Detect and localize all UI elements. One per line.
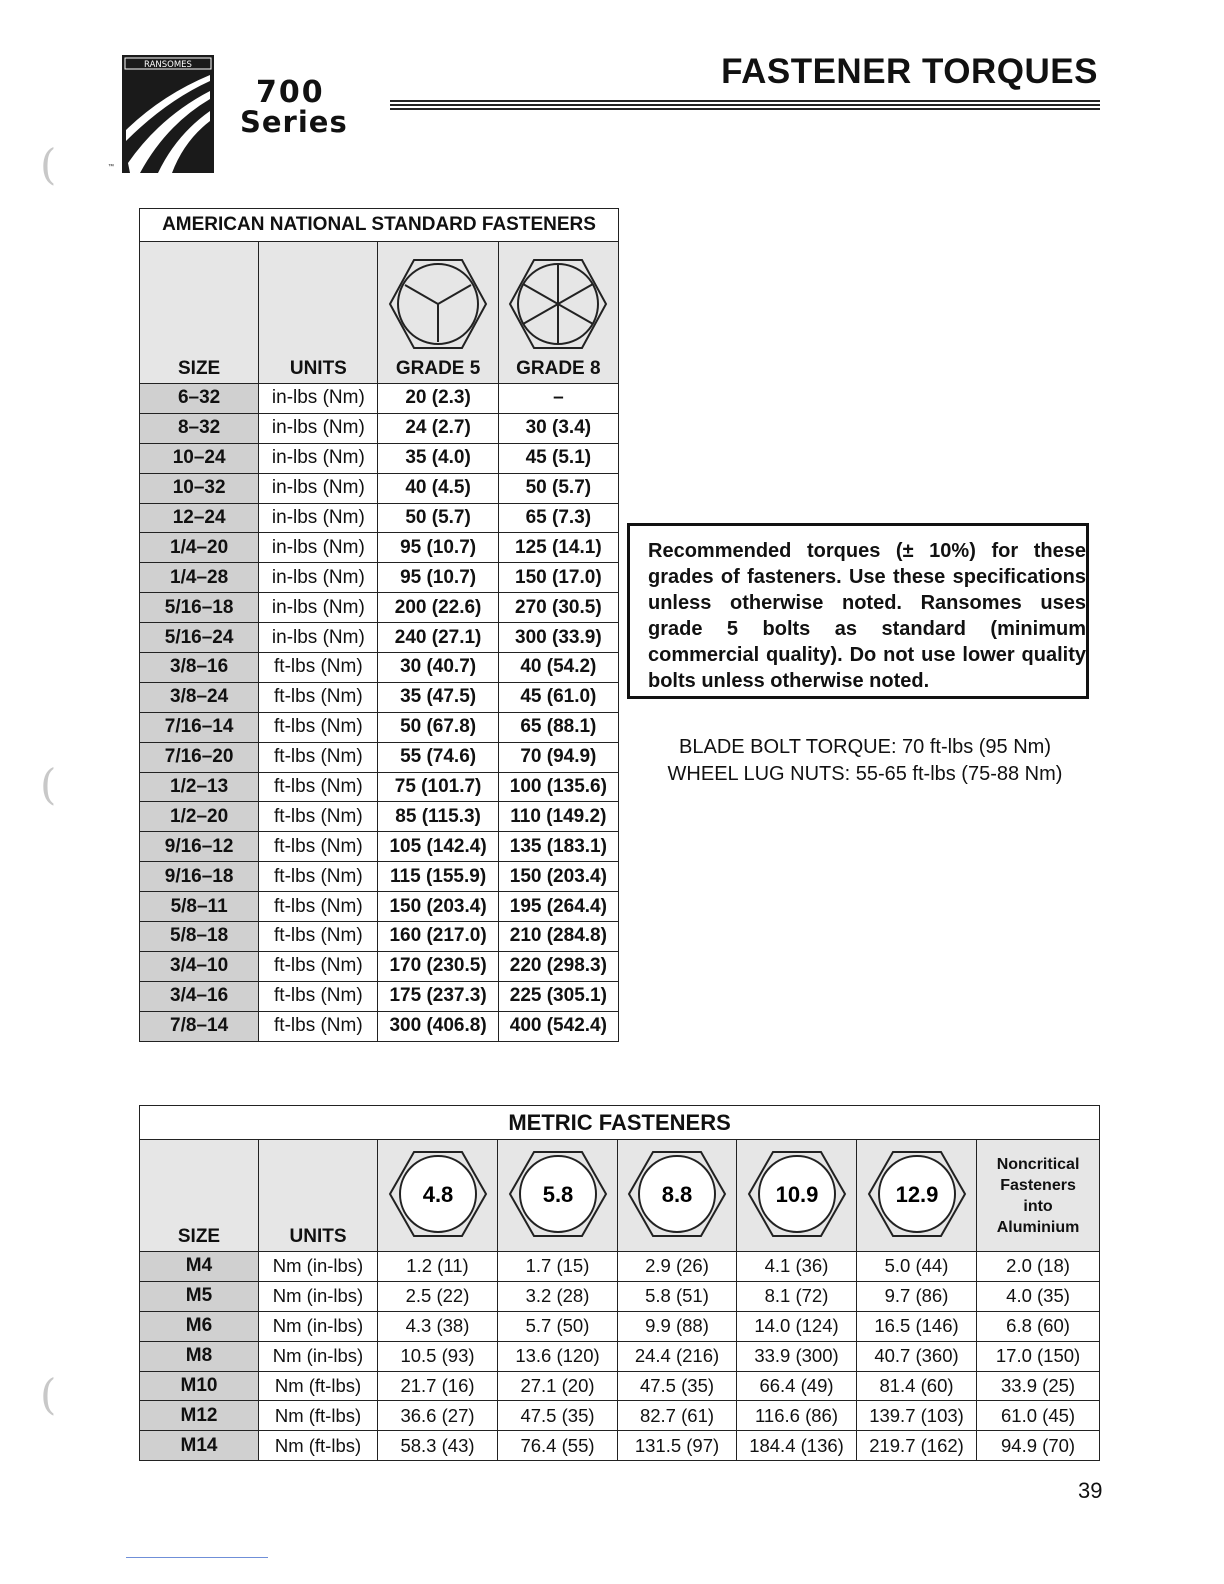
grade8-cell: 50 (5.7) <box>498 473 618 503</box>
size-cell: 10–24 <box>140 443 259 473</box>
grade5-cell: 30 (40.7) <box>378 653 498 683</box>
table-row <box>140 981 619 1011</box>
table-row <box>140 802 619 832</box>
units-cell: in-lbs (Nm) <box>259 413 378 443</box>
grade5-cell: 24 (2.7) <box>378 413 498 443</box>
units-cell: ft-lbs (Nm) <box>259 922 378 952</box>
grade8-cell: 125 (14.1) <box>498 533 618 563</box>
size-cell: M8 <box>140 1341 259 1371</box>
size-cell: 5/8–18 <box>140 922 259 952</box>
table-row <box>140 922 619 952</box>
torque-cell: 6.8 (60) <box>977 1311 1100 1341</box>
blade-bolt-torque: BLADE BOLT TORQUE: 70 ft-lbs (95 Nm) <box>679 736 1051 758</box>
grade8-cell: 400 (542.4) <box>498 1011 618 1041</box>
noncritical-line: Noncritical <box>996 1155 1080 1173</box>
grade5-cell: 40 (4.5) <box>378 473 498 503</box>
grade5-cell: 95 (10.7) <box>378 563 498 593</box>
units-cell: Nm (ft-lbs) <box>259 1371 378 1401</box>
torque-cell: 17.0 (150) <box>977 1341 1100 1371</box>
table-row <box>140 503 619 533</box>
table-row <box>140 443 619 473</box>
units-cell: in-lbs (Nm) <box>259 384 378 414</box>
torque-cell: 40.7 (360) <box>857 1341 977 1371</box>
torque-cell: 13.6 (120) <box>498 1341 618 1371</box>
size-cell: 7/8–14 <box>140 1011 259 1041</box>
grade8-cell: 300 (33.9) <box>498 623 618 653</box>
torque-cell: 33.9 (25) <box>977 1371 1100 1401</box>
ransomes-logo <box>122 55 214 173</box>
torque-cell: 4.0 (35) <box>977 1281 1100 1311</box>
grade5-cell: 50 (5.7) <box>378 503 498 533</box>
table-row <box>140 712 619 742</box>
metric-units-header: UNITS <box>259 1140 378 1252</box>
grade5-header <box>378 242 498 384</box>
wheel-lug-nuts: WHEEL LUG NUTS: 55-65 ft-lbs (75-88 Nm) <box>667 763 1063 785</box>
units-cell: in-lbs (Nm) <box>259 443 378 473</box>
grade5-cell: 105 (142.4) <box>378 832 498 862</box>
units-cell: in-lbs (Nm) <box>259 473 378 503</box>
grade8-cell: 110 (149.2) <box>498 802 618 832</box>
size-cell: 7/16–20 <box>140 742 259 772</box>
torque-cell: 81.4 (60) <box>857 1371 977 1401</box>
grade8-cell: 45 (61.0) <box>498 682 618 712</box>
size-cell: M14 <box>140 1431 259 1461</box>
grade5-cell: 160 (217.0) <box>378 922 498 952</box>
torque-cell: 139.7 (103) <box>857 1401 977 1431</box>
torque-cell: 66.4 (49) <box>737 1371 857 1401</box>
units-cell: ft-lbs (Nm) <box>259 892 378 922</box>
units-cell: ft-lbs (Nm) <box>259 1011 378 1041</box>
torque-cell: 61.0 (45) <box>977 1401 1100 1431</box>
grade5-cell: 175 (237.3) <box>378 981 498 1011</box>
torque-cell: 1.2 (11) <box>378 1252 498 1282</box>
footer-line <box>126 1557 268 1558</box>
american-fasteners-table <box>139 208 619 1042</box>
grade8-cell: 135 (183.1) <box>498 832 618 862</box>
table-row <box>140 951 619 981</box>
grade8-cell: 210 (284.8) <box>498 922 618 952</box>
table-row <box>140 623 619 653</box>
grade-hex-icon <box>867 1148 967 1240</box>
grade-label: 10.9 <box>775 1182 818 1207</box>
units-cell: Nm (ft-lbs) <box>259 1431 378 1461</box>
size-cell: 7/16–14 <box>140 712 259 742</box>
units-cell: ft-lbs (Nm) <box>259 742 378 772</box>
units-cell: Nm (ft-lbs) <box>259 1401 378 1431</box>
table-row <box>140 1401 1100 1431</box>
size-cell: 10–32 <box>140 473 259 503</box>
american-size-header: SIZE <box>140 242 259 384</box>
american-units-header: UNITS <box>259 242 378 384</box>
size-cell: 3/8–24 <box>140 682 259 712</box>
units-cell: in-lbs (Nm) <box>259 563 378 593</box>
units-cell: ft-lbs (Nm) <box>259 951 378 981</box>
table-row <box>140 1252 1100 1282</box>
torque-cell: 5.8 (51) <box>618 1281 737 1311</box>
grade5-label: GRADE 5 <box>395 358 481 379</box>
page-number: 39 <box>1078 1478 1103 1503</box>
table-row <box>140 862 619 892</box>
torque-cell: 9.7 (86) <box>857 1281 977 1311</box>
units-cell: ft-lbs (Nm) <box>259 981 378 1011</box>
grade5-cell: 150 (203.4) <box>378 892 498 922</box>
grade5-cell: 35 (47.5) <box>378 682 498 712</box>
grade5-cell: 35 (4.0) <box>378 443 498 473</box>
table-row <box>140 593 619 623</box>
table-row <box>140 473 619 503</box>
table-row <box>140 413 619 443</box>
units-cell: in-lbs (Nm) <box>259 503 378 533</box>
metric-size-header: SIZE <box>140 1140 259 1252</box>
grade5-cell: 50 (67.8) <box>378 712 498 742</box>
binding-mark: ( <box>40 760 57 809</box>
size-cell: M6 <box>140 1311 259 1341</box>
units-cell: Nm (in-lbs) <box>259 1341 378 1371</box>
units-cell: in-lbs (Nm) <box>259 533 378 563</box>
grade5-cell: 200 (22.6) <box>378 593 498 623</box>
size-cell: M12 <box>140 1401 259 1431</box>
grade-label: 8.8 <box>661 1182 693 1207</box>
size-cell: 1/2–13 <box>140 772 259 802</box>
table-row <box>140 1371 1100 1401</box>
size-cell: 9/16–18 <box>140 862 259 892</box>
size-cell: 6–32 <box>140 384 259 414</box>
torque-cell: 14.0 (124) <box>737 1311 857 1341</box>
grade8-cell: 65 (7.3) <box>498 503 618 533</box>
units-cell: ft-lbs (Nm) <box>259 653 378 683</box>
torque-cell: 5.7 (50) <box>498 1311 618 1341</box>
torque-cell: 4.3 (38) <box>378 1311 498 1341</box>
metric-grade-header <box>737 1140 857 1252</box>
grade8-hex-icon <box>508 256 608 352</box>
grade8-cell: 40 (54.2) <box>498 653 618 683</box>
units-cell: ft-lbs (Nm) <box>259 712 378 742</box>
grade-hex-icon <box>388 1148 488 1240</box>
grade5-cell: 75 (101.7) <box>378 772 498 802</box>
grade5-hex-icon <box>388 256 488 352</box>
noncritical-line: into <box>1023 1197 1053 1215</box>
torque-cell: 116.6 (86) <box>737 1401 857 1431</box>
size-cell: 3/8–16 <box>140 653 259 683</box>
grade5-cell: 85 (115.3) <box>378 802 498 832</box>
table-row <box>140 563 619 593</box>
torque-cell: 58.3 (43) <box>378 1431 498 1461</box>
grade8-cell: 195 (264.4) <box>498 892 618 922</box>
grade-hex-icon <box>508 1148 608 1240</box>
binding-mark: ( <box>40 1370 57 1419</box>
size-cell: 5/8–11 <box>140 892 259 922</box>
torque-cell: 94.9 (70) <box>977 1431 1100 1461</box>
size-cell: M10 <box>140 1371 259 1401</box>
torque-cell: 36.6 (27) <box>378 1401 498 1431</box>
torque-cell: 33.9 (300) <box>737 1341 857 1371</box>
grade8-cell: 100 (135.6) <box>498 772 618 802</box>
units-cell: Nm (in-lbs) <box>259 1252 378 1282</box>
units-cell: Nm (in-lbs) <box>259 1281 378 1311</box>
table-row <box>140 1281 1100 1311</box>
size-cell: M4 <box>140 1252 259 1282</box>
torque-cell: 1.7 (15) <box>498 1252 618 1282</box>
torque-cell: 2.5 (22) <box>378 1281 498 1311</box>
logo-brand: RANSOMES <box>144 60 192 70</box>
metric-fasteners-table <box>139 1105 1100 1461</box>
grade5-cell: 300 (406.8) <box>378 1011 498 1041</box>
series-logotype <box>240 75 348 139</box>
american-table-caption: AMERICAN NATIONAL STANDARD FASTENERS <box>140 209 619 242</box>
metric-grade-header <box>498 1140 618 1252</box>
units-cell: ft-lbs (Nm) <box>259 802 378 832</box>
units-cell: Nm (in-lbs) <box>259 1311 378 1341</box>
grade8-cell: 30 (3.4) <box>498 413 618 443</box>
size-cell: 9/16–12 <box>140 832 259 862</box>
table-row <box>140 742 619 772</box>
grade8-cell: 270 (30.5) <box>498 593 618 623</box>
size-cell: 5/16–24 <box>140 623 259 653</box>
grade5-cell: 170 (230.5) <box>378 951 498 981</box>
grade-hex-icon <box>747 1148 847 1240</box>
grade8-cell: 150 (17.0) <box>498 563 618 593</box>
noncritical-header <box>977 1140 1100 1252</box>
size-cell: M5 <box>140 1281 259 1311</box>
grade5-cell: 115 (155.9) <box>378 862 498 892</box>
size-cell: 1/2–20 <box>140 802 259 832</box>
grade8-cell: 65 (88.1) <box>498 712 618 742</box>
torque-cell: 4.1 (36) <box>737 1252 857 1282</box>
table-row <box>140 1341 1100 1371</box>
torque-cell: 47.5 (35) <box>618 1371 737 1401</box>
size-cell: 5/16–18 <box>140 593 259 623</box>
torque-cell: 2.9 (26) <box>618 1252 737 1282</box>
torque-callout: Recommended torques (± 10%) for these grades of fasteners. Use these specifications unless otherwise noted. Ransomes uses grade 5 bolts as standard (minimum commercial quality). Do not use lower quality bolts unless otherwise noted. <box>627 523 1089 699</box>
table-row <box>140 772 619 802</box>
metric-table-caption: METRIC FASTENERS <box>140 1106 1100 1140</box>
torque-cell: 131.5 (97) <box>618 1431 737 1461</box>
torque-cell: 8.1 (72) <box>737 1281 857 1311</box>
torque-cell: 5.0 (44) <box>857 1252 977 1282</box>
torque-cell: 82.7 (61) <box>618 1401 737 1431</box>
american-table-body <box>140 384 619 1042</box>
torque-cell: 76.4 (55) <box>498 1431 618 1461</box>
torque-cell: 219.7 (162) <box>857 1431 977 1461</box>
grade5-cell: 240 (27.1) <box>378 623 498 653</box>
trademark: ™ <box>108 164 114 170</box>
metric-grade-header <box>618 1140 737 1252</box>
grade-label: 5.8 <box>542 1182 573 1207</box>
grade8-cell: 150 (203.4) <box>498 862 618 892</box>
torque-cell: 10.5 (93) <box>378 1341 498 1371</box>
noncritical-line: Aluminium <box>996 1218 1080 1236</box>
table-row <box>140 533 619 563</box>
grade-label: 4.8 <box>422 1182 453 1207</box>
torque-cell: 3.2 (28) <box>498 1281 618 1311</box>
noncritical-line: Fasteners <box>1000 1176 1076 1194</box>
torque-cell: 47.5 (35) <box>498 1401 618 1431</box>
torque-cell: 9.9 (88) <box>618 1311 737 1341</box>
series-word: Series <box>240 105 348 139</box>
size-cell: 12–24 <box>140 503 259 533</box>
units-cell: ft-lbs (Nm) <box>259 772 378 802</box>
grade8-label: GRADE 8 <box>516 358 601 379</box>
grade8-cell: 70 (94.9) <box>498 742 618 772</box>
torque-cell: 16.5 (146) <box>857 1311 977 1341</box>
title-rules <box>390 100 1100 112</box>
grade8-cell: 45 (5.1) <box>498 443 618 473</box>
torque-cell: 21.7 (16) <box>378 1371 498 1401</box>
table-row <box>140 682 619 712</box>
table-row <box>140 384 619 414</box>
series-number: 700 <box>256 75 325 110</box>
grade8-header <box>498 242 618 384</box>
table-row <box>140 653 619 683</box>
table-row <box>140 1011 619 1041</box>
grade-label: 12.9 <box>895 1182 938 1207</box>
units-cell: ft-lbs (Nm) <box>259 862 378 892</box>
table-row <box>140 832 619 862</box>
torque-notes <box>640 734 1090 788</box>
torque-cell: 24.4 (216) <box>618 1341 737 1371</box>
units-cell: ft-lbs (Nm) <box>259 832 378 862</box>
size-cell: 1/4–28 <box>140 563 259 593</box>
metric-grade-header <box>857 1140 977 1252</box>
page-title: FASTENER TORQUES <box>721 52 1098 91</box>
torque-cell: 27.1 (20) <box>498 1371 618 1401</box>
units-cell: ft-lbs (Nm) <box>259 682 378 712</box>
size-cell: 3/4–10 <box>140 951 259 981</box>
size-cell: 8–32 <box>140 413 259 443</box>
table-row <box>140 1431 1100 1461</box>
metric-grade-header <box>378 1140 498 1252</box>
size-cell: 3/4–16 <box>140 981 259 1011</box>
grade-hex-icon <box>627 1148 727 1240</box>
binding-mark: ( <box>40 140 57 189</box>
grade8-cell: 220 (298.3) <box>498 951 618 981</box>
grade8-cell: 225 (305.1) <box>498 981 618 1011</box>
metric-table-body <box>140 1252 1100 1461</box>
grade5-cell: 95 (10.7) <box>378 533 498 563</box>
grade8-cell: – <box>498 384 618 414</box>
units-cell: in-lbs (Nm) <box>259 623 378 653</box>
grade5-cell: 20 (2.3) <box>378 384 498 414</box>
grade5-cell: 55 (74.6) <box>378 742 498 772</box>
torque-cell: 2.0 (18) <box>977 1252 1100 1282</box>
units-cell: in-lbs (Nm) <box>259 593 378 623</box>
size-cell: 1/4–20 <box>140 533 259 563</box>
table-row <box>140 892 619 922</box>
table-row <box>140 1311 1100 1341</box>
torque-cell: 184.4 (136) <box>737 1431 857 1461</box>
